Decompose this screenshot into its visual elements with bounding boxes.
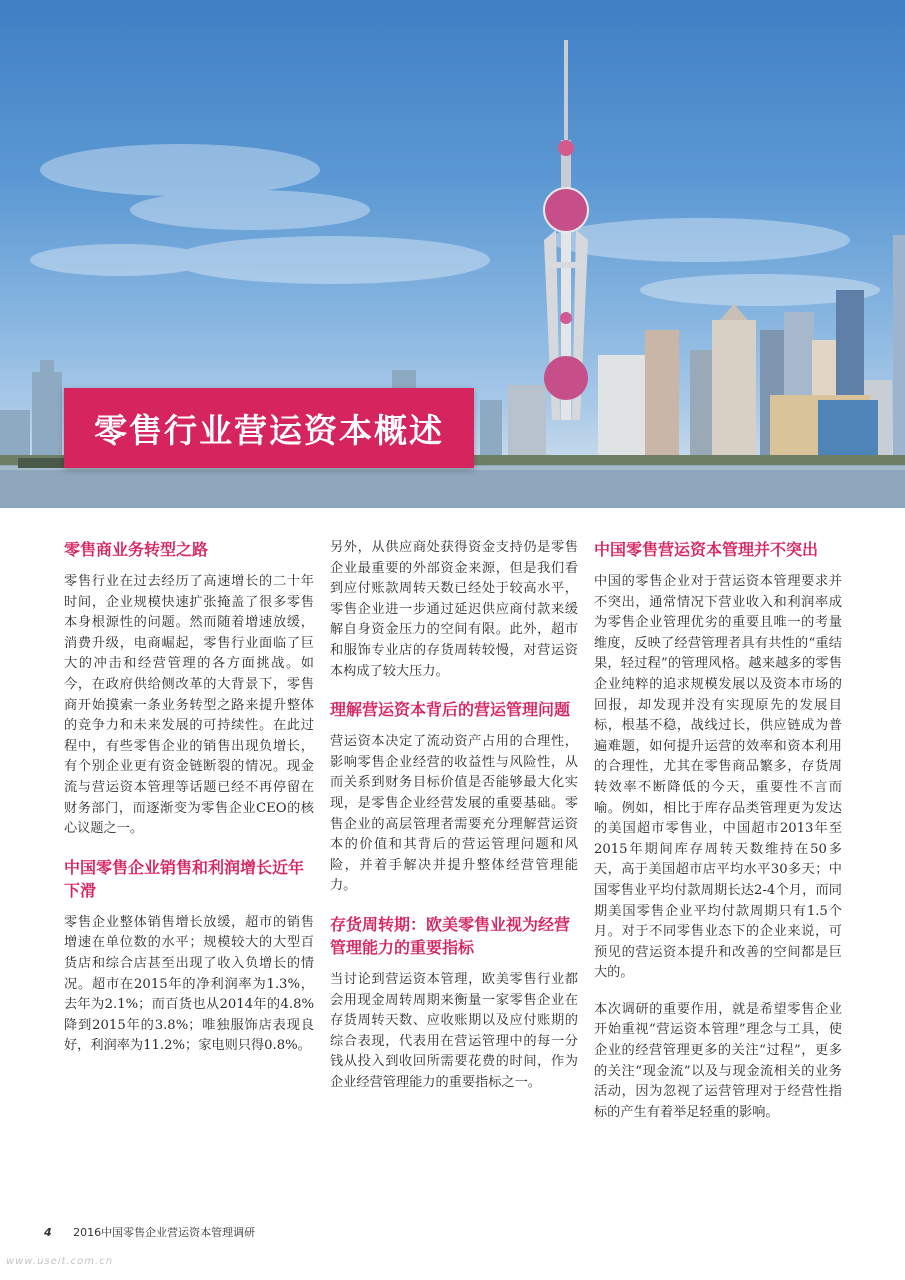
hero-image: [0, 0, 905, 508]
section-body-operations-issues: 营运资本决定了流动资产占用的合理性，影响零售企业经营的收益性与风险性，从而关系到财务目标价值是否能够最大化实现，是零售企业经营发展的重要基础。零售企业的高层管理者需要充分理解营运资本的价值和其背后的营运管理问题和风险，并着手解决并提升整体经营管理能力。: [330, 734, 578, 894]
section-heading-operations-issues: 理解营运资本背后的营运管理问题: [330, 700, 571, 720]
section-body-inventory-turnover: 当讨论到营运资本管理，欧美零售行业都会用现金周转周期来衡量一家零售企业在存货周转天数、应收账期以及应付账期的综合表现，代表用在营运管理中的每一分钱从投入到收回所需要花费的时间，作为企业经营管理能力的重要指标之一。: [330, 971, 578, 1090]
report-title: 2016中国零售企业营运资本管理调研: [73, 1226, 256, 1239]
section-heading-china-working-capital: 中国零售营运资本管理并不突出: [594, 540, 819, 559]
river: [0, 465, 905, 508]
watermark: www.useit.com.cn: [6, 1256, 114, 1267]
page-title: 零售行业营运资本概述: [94, 410, 444, 450]
section-body-sales-profit-decline: 零售企业整体销售增长放缓，超市的销售增速在单位数的水平；规模较大的大型百货店和综合店甚至出现了收入负增长的情况。超市在2015年的净利润率为1.3%，去年为2.1%；而百货也从2014年的4.8%降到2015年的3.8%；唯独服饰店表现良好，利润率为11.2%；家电则只得0.8%。: [64, 914, 314, 1054]
column-middle: [330, 538, 578, 1109]
page-footer: [44, 1224, 255, 1240]
section-heading-retail-transformation: 零售商业务转型之路: [64, 540, 209, 559]
section-body-retail-transformation: 零售行业在过去经历了高速增长的二十年时间，企业规模快速扩张掩盖了很多零售本身根源性的问题。然而随着增速放缓，消费升级，电商崛起，零售行业面临了巨大的冲击和经营管理的各方面挑战。如今，在政府供给侧改革的大背景下，零售商开始摸索一条业务转型之路来提升整体的竞争力和未来发展的可持续性。在此过程中，有些零售企业的销售出现负增长，有个别企业更有资金链断裂的情况。现金流与营运资本管理等话题已经不再停留在财务部门，而逐渐变为零售企业CEO的核心议题之一。: [64, 574, 314, 837]
section-body-supplier-funding: 另外，从供应商处获得资金支持仍是零售企业最重要的外部资金来源，但是我们看到应付账款周转天数已经处于较高水平，零售企业进一步通过延迟供应商付款来缓解自身资金压力的空间有限。此外，超市和服饰专业店的存货周转较慢，对营运资本构成了较大压力。: [330, 540, 578, 679]
clouds: [30, 144, 880, 306]
title-banner: [64, 388, 474, 468]
section-body-survey-purpose: 本次调研的重要作用，就是希望零售企业开始重视“营运资本管理”理念与工具，使企业的经营管理更多的关注“过程”，更多的关注“现金流”以及与现金流相关的业务活动，因为忽视了运营管理对于经营性指标的产生有着举足轻重的影响。: [594, 1001, 842, 1120]
section-body-china-working-capital: 中国的零售企业对于营运资本管理要求并不突出，通常情况下营业收入和利润率成为零售企业管理优劣的重要且唯一的考量维度，反映了经营管理者具有共性的“重结果，轻过程”的管理风格。越来越多的零售企业纯粹的追求规模发展以及资本市场的回报，却发现并没有实现原先的发展目标，根基不稳，战线过长，供应链成为普遍难题，如何提升运营的效率和资本利用的合理性，尤其在零售商品繁多，存货周转效率不断降低的今天，重要性不言而喻。例如，相比于库存品类管理更为发达的美国超市零售业，中国超市2013年至2015年期间库存周转天数维持在50多天，高于美国超市店平均水平30多天；中国零售业平均付款周期长达2-4个月，而同期美国零售企业平均付款周期只有1.5个月。对于不同零售业态下的企业来说，可预见的营运资本提升和改善的空间都是巨大的。: [594, 574, 842, 981]
page-number: 4: [44, 1226, 52, 1239]
section-heading-inventory-turnover: 存货周转期：欧美零售业视为经营管理能力的重要指标: [330, 914, 571, 957]
section-heading-sales-profit-decline: 中国零售企业销售和利润增长近年下滑: [64, 857, 305, 900]
column-right: [594, 538, 842, 1139]
column-left: [64, 538, 314, 1073]
